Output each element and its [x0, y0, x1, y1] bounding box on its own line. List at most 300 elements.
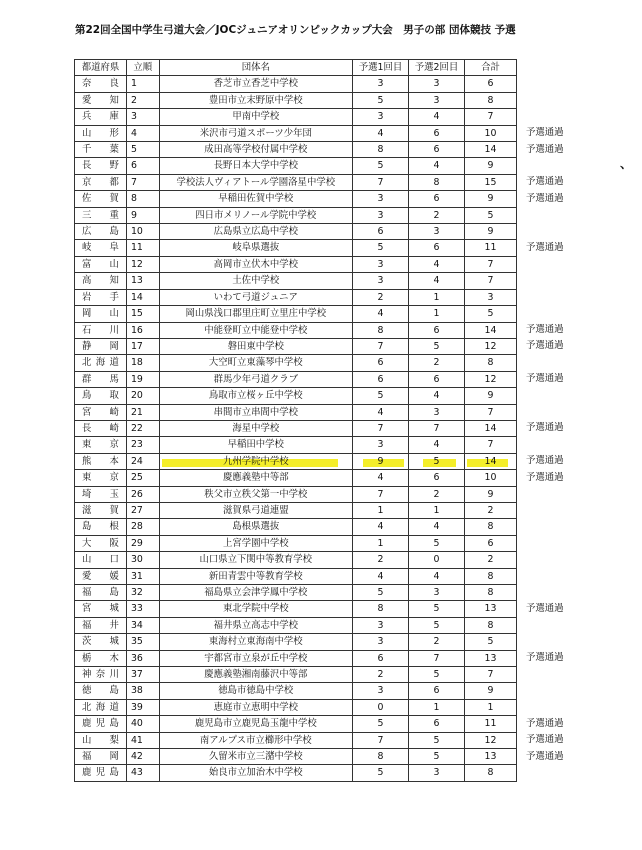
stray-mark: 、 [620, 157, 633, 171]
cell-team: 香芝市立香芝中学校 [159, 76, 353, 92]
header-round1: 予選1回目 [353, 60, 409, 76]
cell-no: 15 [126, 306, 159, 322]
cell-r1: 5 [353, 92, 409, 108]
cell-total: 13 [465, 749, 517, 765]
cell-no: 14 [126, 289, 159, 305]
cell-r1: 6 [353, 224, 409, 240]
status-label: 予選通過 [526, 192, 564, 204]
cell-r1: 5 [353, 158, 409, 174]
table-row [75, 76, 517, 92]
cell-r2: 1 [409, 289, 465, 305]
cell-pref: 福島 [75, 585, 127, 601]
cell-no: 25 [126, 470, 159, 486]
cell-no: 4 [126, 125, 159, 141]
cell-r2: 4 [409, 437, 465, 453]
status-label: 予選通過 [526, 324, 564, 335]
cell-no: 33 [126, 601, 159, 617]
cell-r2: 2 [409, 634, 465, 650]
cell-no: 9 [126, 207, 159, 223]
cell-no: 20 [126, 388, 159, 404]
cell-pref: 山口 [75, 552, 127, 568]
table-row [75, 388, 517, 404]
status-label: 予選通過 [526, 734, 564, 746]
cell-total: 8 [465, 568, 517, 584]
cell-pref: 東京 [75, 470, 127, 486]
table-row [75, 716, 517, 732]
cell-r2: 6 [409, 240, 465, 256]
cell-total: 13 [465, 650, 517, 666]
status-label: 予選通過 [526, 422, 564, 434]
cell-team: いわて弓道ジュニア [159, 289, 353, 305]
table-row [75, 765, 517, 781]
cell-total: 10 [465, 125, 517, 141]
cell-total: 1 [465, 699, 517, 715]
cell-no: 30 [126, 552, 159, 568]
cell-no: 39 [126, 699, 159, 715]
cell-team: 磐田東中学校 [159, 338, 353, 354]
cell-team: 滋賀県弓道連盟 [159, 502, 353, 518]
cell-r1: 5 [353, 240, 409, 256]
cell-r2: 6 [409, 125, 465, 141]
cell-no: 11 [126, 240, 159, 256]
cell-total: 6 [465, 535, 517, 551]
cell-r2: 6 [409, 322, 465, 338]
cell-r2: 8 [409, 174, 465, 190]
cell-total: 8 [465, 765, 517, 781]
status-label: 予選通過 [526, 241, 564, 253]
header-round2: 予選2回目 [409, 60, 465, 76]
cell-r1: 3 [353, 76, 409, 92]
table-row [75, 486, 517, 502]
table-row [75, 617, 517, 633]
cell-r2: 6 [409, 470, 465, 486]
cell-total: 7 [465, 437, 517, 453]
cell-r1: 4 [353, 568, 409, 584]
cell-team: 大空町立東藻琴中学校 [159, 355, 353, 371]
table-row [75, 191, 517, 207]
table-row [75, 732, 517, 748]
cell-r1: 2 [353, 552, 409, 568]
status-label: 予選通過 [526, 340, 564, 352]
cell-no: 18 [126, 355, 159, 371]
cell-r1: 3 [353, 683, 409, 699]
cell-pref: 神奈川 [75, 667, 127, 683]
cell-no: 37 [126, 667, 159, 683]
cell-pref: 岡山 [75, 306, 127, 322]
table-row [75, 519, 517, 535]
cell-no: 13 [126, 273, 159, 289]
header-prefecture: 都道府県 [75, 60, 127, 76]
cell-team: 九州学院中学校 [159, 453, 353, 469]
cell-total: 14 [465, 322, 517, 338]
cell-r1: 4 [353, 470, 409, 486]
cell-team: 福島県立会津学鳳中学校 [159, 585, 353, 601]
cell-r1: 3 [353, 207, 409, 223]
cell-r1: 7 [353, 174, 409, 190]
cell-r2: 6 [409, 683, 465, 699]
table-row [75, 601, 517, 617]
cell-r1: 1 [353, 535, 409, 551]
cell-r2: 4 [409, 568, 465, 584]
cell-pref: 千葉 [75, 142, 127, 158]
cell-r2: 3 [409, 585, 465, 601]
cell-total: 9 [465, 224, 517, 240]
cell-team: 山口県立下関中等教育学校 [159, 552, 353, 568]
cell-r2: 4 [409, 256, 465, 272]
table-row [75, 306, 517, 322]
cell-r2: 5 [409, 667, 465, 683]
cell-pref: 広島 [75, 224, 127, 240]
cell-no: 5 [126, 142, 159, 158]
table-row [75, 699, 517, 715]
cell-r1: 3 [353, 617, 409, 633]
cell-r2: 4 [409, 158, 465, 174]
cell-r1: 4 [353, 519, 409, 535]
cell-no: 36 [126, 650, 159, 666]
cell-r1: 8 [353, 601, 409, 617]
cell-no: 3 [126, 109, 159, 125]
table-row [75, 207, 517, 223]
cell-total: 10 [465, 470, 517, 486]
cell-no: 10 [126, 224, 159, 240]
table-row [75, 634, 517, 650]
cell-r2: 5 [409, 601, 465, 617]
cell-pref: 栃木 [75, 650, 127, 666]
cell-pref: 大阪 [75, 535, 127, 551]
table-row [75, 256, 517, 272]
cell-r1: 0 [353, 699, 409, 715]
cell-pref: 群馬 [75, 371, 127, 387]
cell-pref: 愛媛 [75, 568, 127, 584]
cell-no: 12 [126, 256, 159, 272]
cell-r2: 4 [409, 273, 465, 289]
cell-r2: 3 [409, 92, 465, 108]
cell-total: 9 [465, 683, 517, 699]
cell-pref: 島根 [75, 519, 127, 535]
cell-team: 上宮学園中学校 [159, 535, 353, 551]
cell-team: 早稲田佐賀中学校 [159, 191, 353, 207]
cell-no: 27 [126, 502, 159, 518]
cell-r1: 3 [353, 273, 409, 289]
cell-team: 広島県立広島中学校 [159, 224, 353, 240]
cell-r2: 6 [409, 142, 465, 158]
cell-pref: 熊本 [75, 453, 127, 469]
cell-total: 5 [465, 634, 517, 650]
cell-total: 14 [465, 453, 517, 469]
table-row [75, 289, 517, 305]
cell-r2: 0 [409, 552, 465, 568]
status-label: 予選通過 [526, 602, 564, 614]
cell-total: 8 [465, 585, 517, 601]
cell-no: 26 [126, 486, 159, 502]
cell-team: 新田青雲中等教育学校 [159, 568, 353, 584]
cell-r1: 5 [353, 765, 409, 781]
cell-total: 13 [465, 601, 517, 617]
cell-no: 24 [126, 453, 159, 469]
cell-no: 38 [126, 683, 159, 699]
page-title: 第22回全国中学生弓道大会／JOCジュニアオリンピックカップ大会 男子の部 団体競技 予選 [75, 24, 516, 36]
cell-r2: 1 [409, 699, 465, 715]
cell-pref: 鹿児島 [75, 716, 127, 732]
results-table [74, 59, 517, 782]
cell-pref: 愛知 [75, 92, 127, 108]
cell-no: 43 [126, 765, 159, 781]
cell-total: 8 [465, 519, 517, 535]
status-label: 予選通過 [526, 471, 564, 483]
table-row [75, 224, 517, 240]
cell-r1: 3 [353, 634, 409, 650]
cell-pref: 鳥取 [75, 388, 127, 404]
cell-total: 11 [465, 716, 517, 732]
cell-total: 7 [465, 667, 517, 683]
status-label: 予選通過 [526, 127, 564, 139]
cell-pref: 茨城 [75, 634, 127, 650]
table-row [75, 683, 517, 699]
table-row [75, 552, 517, 568]
table-row [75, 650, 517, 666]
cell-pref: 福井 [75, 617, 127, 633]
cell-pref: 宮城 [75, 601, 127, 617]
table-row [75, 470, 517, 486]
cell-r2: 3 [409, 765, 465, 781]
cell-r2: 3 [409, 76, 465, 92]
cell-r1: 3 [353, 109, 409, 125]
cell-team: 福井県立高志中学校 [159, 617, 353, 633]
cell-pref: 山梨 [75, 732, 127, 748]
cell-r2: 5 [409, 453, 465, 469]
cell-r1: 7 [353, 338, 409, 354]
header-total: 合計 [465, 60, 517, 76]
header-team: 団体名 [159, 60, 353, 76]
table-row [75, 322, 517, 338]
table-row [75, 109, 517, 125]
cell-team: 群馬少年弓道クラブ [159, 371, 353, 387]
cell-team: 鹿児島市立鹿児島玉龍中学校 [159, 716, 353, 732]
cell-r1: 9 [353, 453, 409, 469]
cell-r1: 4 [353, 125, 409, 141]
cell-team: 中能登町立中能登中学校 [159, 322, 353, 338]
cell-pref: 静岡 [75, 338, 127, 354]
table-row [75, 125, 517, 141]
cell-total: 11 [465, 240, 517, 256]
cell-pref: 兵庫 [75, 109, 127, 125]
cell-pref: 富山 [75, 256, 127, 272]
cell-r2: 7 [409, 420, 465, 436]
table-row [75, 355, 517, 371]
cell-total: 7 [465, 109, 517, 125]
cell-team: 慶應義塾湘南藤沢中等部 [159, 667, 353, 683]
cell-team: 宇都宮市立泉が丘中学校 [159, 650, 353, 666]
cell-total: 8 [465, 92, 517, 108]
status-label: 予選通過 [526, 652, 564, 664]
cell-team: 東北学院中学校 [159, 601, 353, 617]
cell-team: 恵庭市立恵明中学校 [159, 699, 353, 715]
cell-pref: 石川 [75, 322, 127, 338]
cell-r2: 5 [409, 749, 465, 765]
cell-no: 6 [126, 158, 159, 174]
table-row [75, 420, 517, 436]
cell-total: 5 [465, 207, 517, 223]
cell-r1: 1 [353, 502, 409, 518]
cell-no: 42 [126, 749, 159, 765]
table-row [75, 404, 517, 420]
cell-total: 12 [465, 732, 517, 748]
cell-pref: 高知 [75, 273, 127, 289]
table-row [75, 437, 517, 453]
cell-total: 9 [465, 388, 517, 404]
cell-no: 16 [126, 322, 159, 338]
cell-no: 34 [126, 617, 159, 633]
cell-pref: 滋賀 [75, 502, 127, 518]
status-label: 予選通過 [526, 717, 564, 729]
cell-r1: 8 [353, 322, 409, 338]
table-row [75, 240, 517, 256]
status-label: 予選通過 [526, 455, 564, 467]
table-row [75, 273, 517, 289]
cell-r2: 7 [409, 650, 465, 666]
cell-no: 7 [126, 174, 159, 190]
cell-pref: 奈良 [75, 76, 127, 92]
cell-total: 5 [465, 306, 517, 322]
cell-total: 2 [465, 552, 517, 568]
table-row [75, 535, 517, 551]
cell-team: 秩父市立秩父第一中学校 [159, 486, 353, 502]
cell-r1: 8 [353, 749, 409, 765]
cell-team: 長野日本大学中学校 [159, 158, 353, 174]
cell-pref: 福岡 [75, 749, 127, 765]
cell-total: 7 [465, 273, 517, 289]
status-label: 予選通過 [526, 373, 564, 385]
cell-r1: 7 [353, 420, 409, 436]
header-row [75, 60, 517, 76]
cell-r2: 1 [409, 502, 465, 518]
cell-pref: 北海道 [75, 699, 127, 715]
table-row [75, 568, 517, 584]
cell-total: 6 [465, 76, 517, 92]
cell-pref: 京都 [75, 174, 127, 190]
cell-no: 8 [126, 191, 159, 207]
cell-no: 2 [126, 92, 159, 108]
cell-r2: 3 [409, 404, 465, 420]
table-row [75, 749, 517, 765]
cell-team: 鳥取市立桜ヶ丘中学校 [159, 388, 353, 404]
cell-pref: 鹿児島 [75, 765, 127, 781]
cell-r2: 2 [409, 486, 465, 502]
cell-team: 串間市立串間中学校 [159, 404, 353, 420]
cell-no: 31 [126, 568, 159, 584]
cell-team: 高岡市立伏木中学校 [159, 256, 353, 272]
cell-r2: 6 [409, 716, 465, 732]
cell-team: 土佐中学校 [159, 273, 353, 289]
status-label: 予選通過 [526, 143, 564, 155]
cell-r2: 5 [409, 535, 465, 551]
cell-pref: 佐賀 [75, 191, 127, 207]
cell-no: 21 [126, 404, 159, 420]
cell-team: 東海村立東海南中学校 [159, 634, 353, 650]
cell-pref: 三重 [75, 207, 127, 223]
cell-team: 島根県選抜 [159, 519, 353, 535]
table-row [75, 142, 517, 158]
table-row [75, 92, 517, 108]
cell-team: 徳島市徳島中学校 [159, 683, 353, 699]
cell-pref: 岐阜 [75, 240, 127, 256]
cell-r1: 5 [353, 388, 409, 404]
cell-r2: 6 [409, 191, 465, 207]
cell-r2: 4 [409, 109, 465, 125]
cell-total: 12 [465, 371, 517, 387]
cell-no: 17 [126, 338, 159, 354]
cell-r1: 6 [353, 355, 409, 371]
cell-total: 7 [465, 404, 517, 420]
cell-r2: 5 [409, 617, 465, 633]
cell-total: 9 [465, 191, 517, 207]
cell-no: 23 [126, 437, 159, 453]
cell-total: 15 [465, 174, 517, 190]
cell-r2: 4 [409, 519, 465, 535]
cell-r1: 6 [353, 371, 409, 387]
cell-total: 14 [465, 142, 517, 158]
cell-pref: 埼玉 [75, 486, 127, 502]
table-row [75, 174, 517, 190]
cell-total: 9 [465, 486, 517, 502]
cell-team: 四日市メリノール学院中学校 [159, 207, 353, 223]
cell-team: 甲南中学校 [159, 109, 353, 125]
cell-total: 14 [465, 420, 517, 436]
cell-r1: 2 [353, 289, 409, 305]
cell-r1: 4 [353, 404, 409, 420]
cell-no: 28 [126, 519, 159, 535]
cell-no: 32 [126, 585, 159, 601]
cell-pref: 岩手 [75, 289, 127, 305]
cell-pref: 長野 [75, 158, 127, 174]
cell-no: 22 [126, 420, 159, 436]
header-order: 立順 [126, 60, 159, 76]
cell-team: 豊田市立末野原中学校 [159, 92, 353, 108]
cell-r1: 8 [353, 142, 409, 158]
cell-r1: 3 [353, 256, 409, 272]
cell-pref: 宮崎 [75, 404, 127, 420]
cell-r2: 5 [409, 732, 465, 748]
cell-team: 米沢市弓道スポーツ少年団 [159, 125, 353, 141]
cell-total: 12 [465, 338, 517, 354]
cell-team: 南アルプス市立櫛形中学校 [159, 732, 353, 748]
cell-total: 7 [465, 256, 517, 272]
cell-pref: 長崎 [75, 420, 127, 436]
table-row [75, 338, 517, 354]
cell-r2: 4 [409, 388, 465, 404]
cell-team: 早稲田中学校 [159, 437, 353, 453]
table-row [75, 371, 517, 387]
cell-pref: 東京 [75, 437, 127, 453]
cell-r2: 1 [409, 306, 465, 322]
cell-r2: 6 [409, 371, 465, 387]
status-label: 予選通過 [526, 176, 564, 188]
cell-r1: 7 [353, 486, 409, 502]
cell-no: 19 [126, 371, 159, 387]
cell-no: 29 [126, 535, 159, 551]
cell-team: 慶應義塾中等部 [159, 470, 353, 486]
cell-no: 40 [126, 716, 159, 732]
cell-pref: 北海道 [75, 355, 127, 371]
table-row [75, 158, 517, 174]
cell-pref: 山形 [75, 125, 127, 141]
table-row [75, 453, 517, 469]
cell-r1: 5 [353, 716, 409, 732]
cell-pref: 徳島 [75, 683, 127, 699]
cell-team: 岐阜県選抜 [159, 240, 353, 256]
table-row [75, 502, 517, 518]
cell-r2: 3 [409, 224, 465, 240]
